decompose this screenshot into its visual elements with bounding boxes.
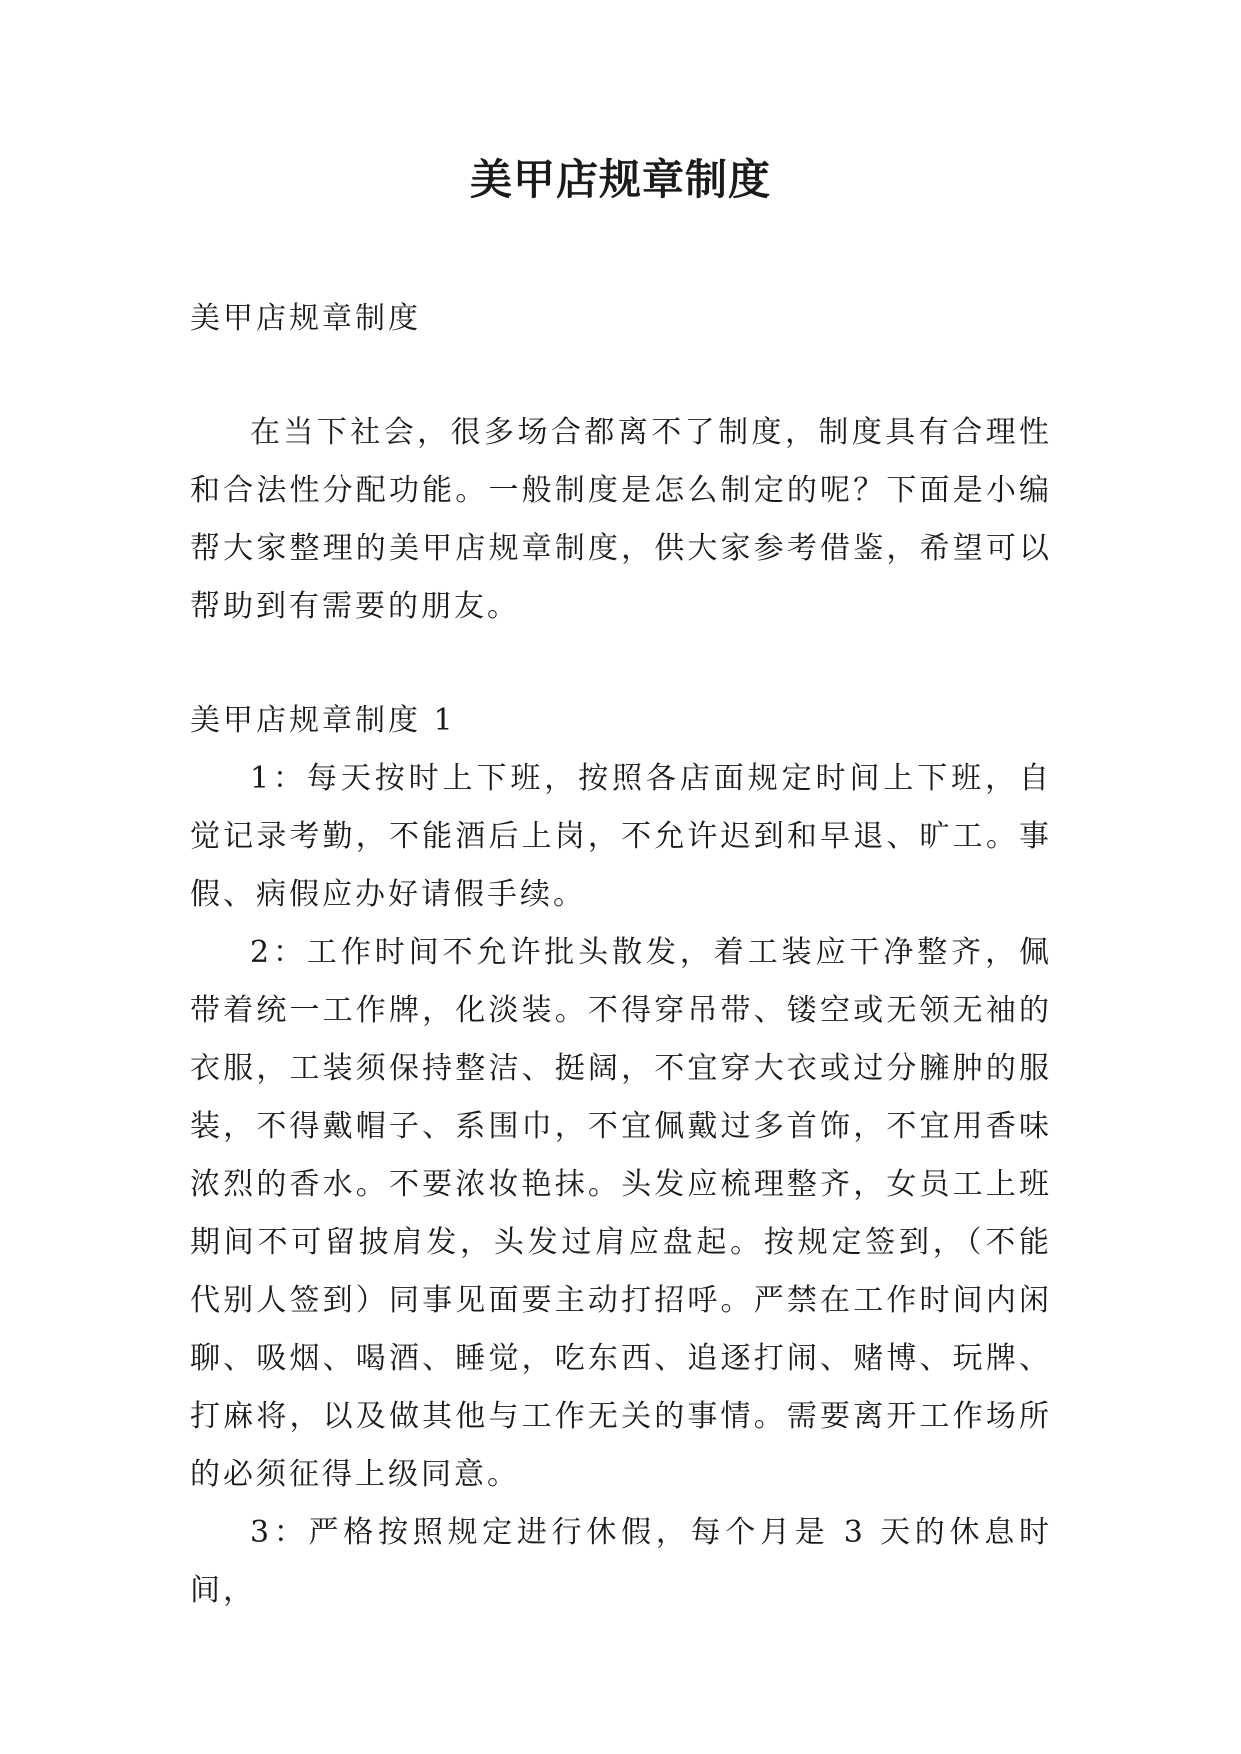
document-title: 美甲店规章制度 [469,155,771,204]
document-body [190,290,1052,1620]
intro-paragraph: 在当下社会，很多场合都离不了制度，制度具有合理性和合法性分配功能。一般制度是怎么制定的呢？下面是小编帮大家整理的美甲店规章制度，供大家参考借鉴，希望可以帮助到有需要的朋友。 [190,415,1052,624]
document-subtitle: 美甲店规章制度 [190,301,421,336]
rule-paragraph-1: 1：每天按时上下班，按照各店面规定时间上下班，自觉记录考勤，不能酒后上岗，不允许迟到和早退、旷工。事假、病假应办好请假手续。 [190,761,1052,912]
section-heading: 美甲店规章制度 1 [190,703,456,738]
rule-paragraph-2: 2：工作时间不允许批头散发，着工装应干净整齐，佩带着统一工作牌，化淡装。不得穿吊带、镂空或无领无袖的衣服，工装须保持整洁、挺阔，不宜穿大衣或过分臃肿的服装，不得戴帽子、系围巾，不宜佩戴过多首饰，不宜用香味浓烈的香水。不要浓妆艳抹。头发应梳理整齐，女员工上班期间不可留披肩发，头发过肩应盘起。按规定签到，（不能代别人签到）同事见面要主动打招呼。严禁在工作时间内闲聊、吸烟、喝酒、睡觉，吃东西、追逐打闹、赌博、玩牌、打麻将，以及做其他与工作无关的事情。需要离开工作场所的必须征得上级同意。 [190,935,1052,1492]
rule-paragraph-3: 3：严格按照规定进行休假，每个月是 3 天的休息时间， [190,1515,1052,1608]
